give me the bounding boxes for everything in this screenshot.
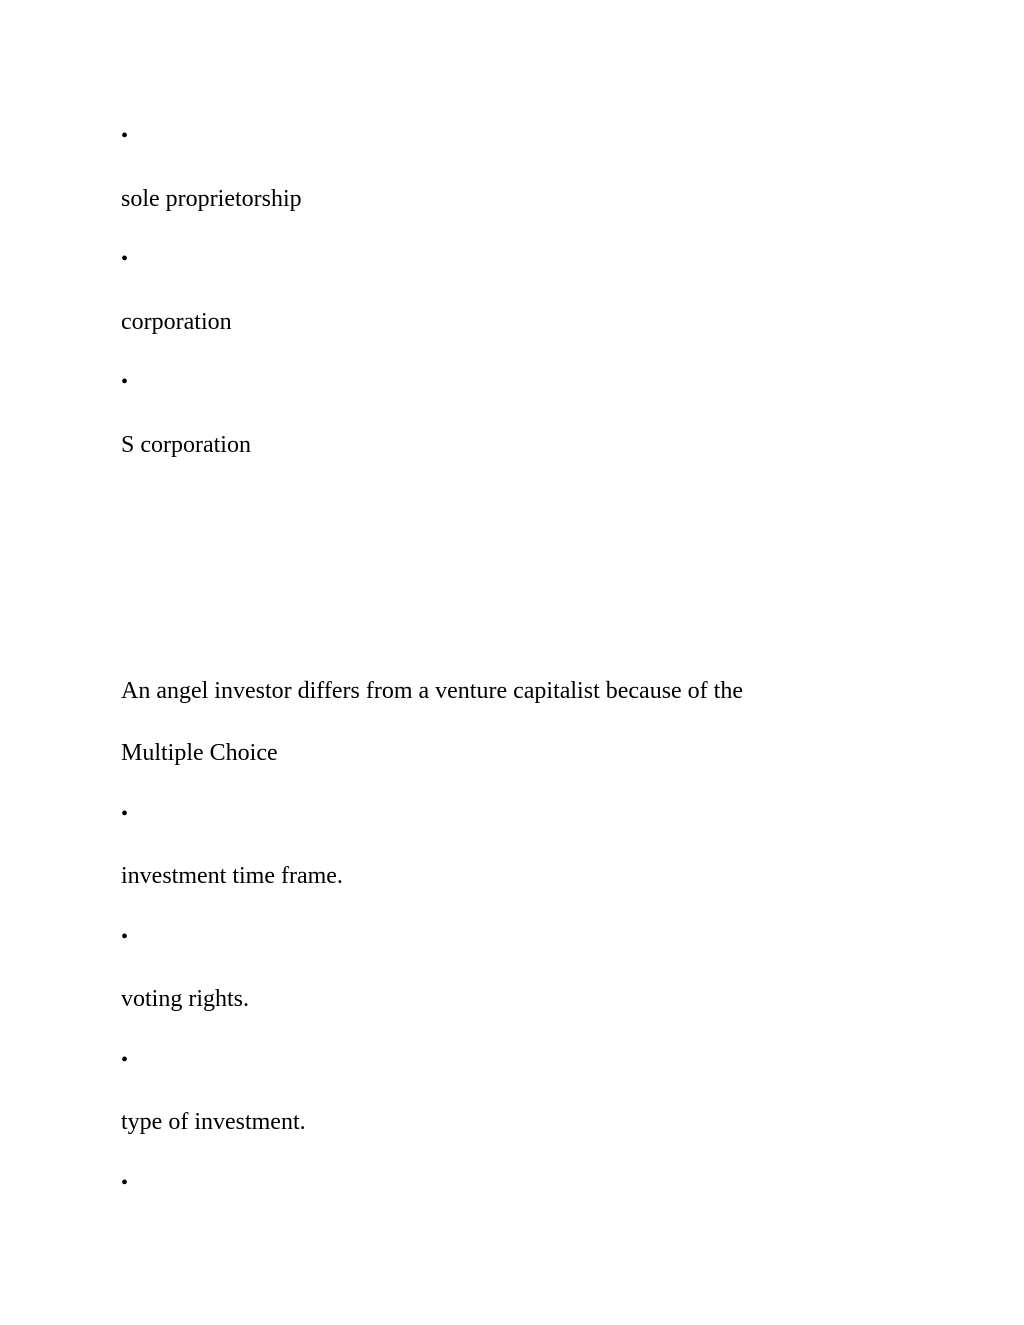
option-bullet: • xyxy=(121,1049,129,1071)
option-text: voting rights. xyxy=(121,986,250,1012)
option-bullet: • xyxy=(121,125,129,147)
question-text: An angel investor differs from a venture capitalist because of the xyxy=(121,678,743,704)
option-bullet: • xyxy=(121,248,129,270)
option-bullet: • xyxy=(121,371,129,393)
option-bullet: • xyxy=(121,803,129,825)
option-bullet: • xyxy=(121,926,129,948)
option-text: S corporation xyxy=(121,432,251,458)
option-text: type of investment. xyxy=(121,1109,306,1135)
option-text: investment time frame. xyxy=(121,863,343,889)
option-bullet: • xyxy=(121,1172,129,1194)
question-type-label: Multiple Choice xyxy=(121,740,278,766)
option-text: sole proprietorship xyxy=(121,186,302,212)
option-text: corporation xyxy=(121,309,232,335)
